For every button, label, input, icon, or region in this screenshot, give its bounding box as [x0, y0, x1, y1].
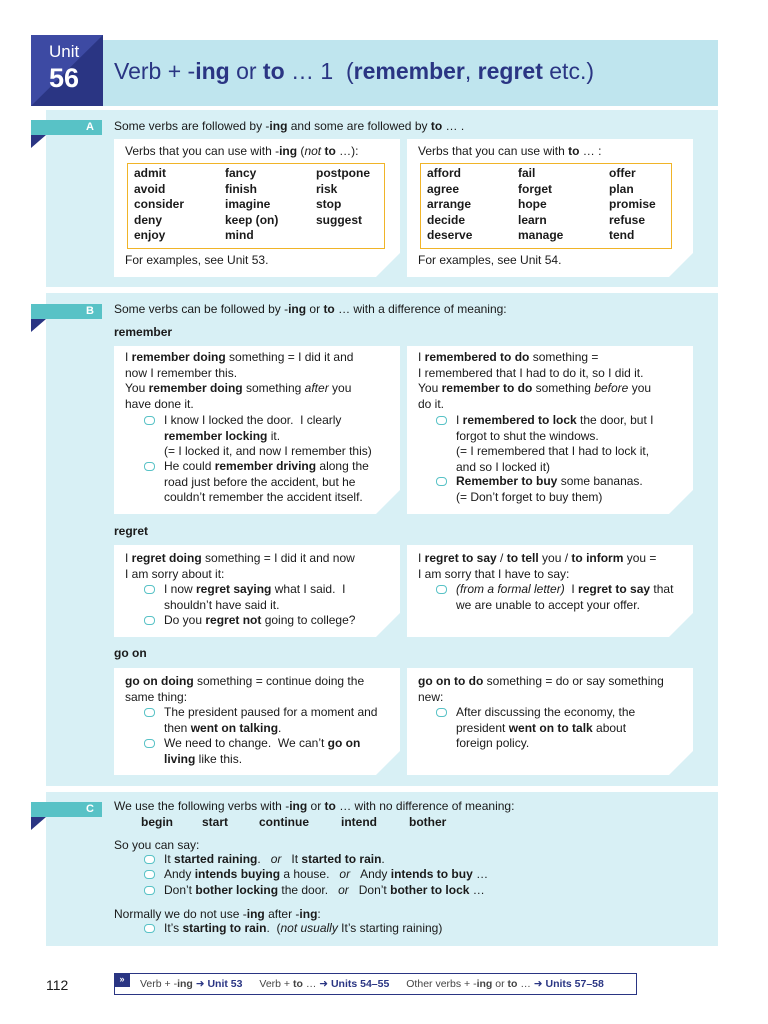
cross-reference-bar [114, 973, 637, 995]
regret-doing-definition: I regret doing something = I did it and now I am sorry about it: [125, 551, 355, 581]
remember-doing-example-2: He could remember driving along the road just before the accident, but he couldn’t remember the accident itself. [164, 459, 369, 506]
go-on-doing-definition: go on doing something = continue doing the same thing: [125, 674, 365, 704]
bullet-circle [144, 855, 155, 864]
bullet-circle [144, 462, 155, 471]
to-verbs-caption: Verbs that you can use with to … : [418, 144, 602, 158]
section-c-example-2: Andy intends buying a house. or Andy intends to buy … [164, 867, 488, 883]
ing-verbs-col-3: postpone risk stop suggest [316, 166, 370, 227]
section-c-intro: We use the following verbs with -ing or to … with no difference of meaning: [114, 799, 515, 813]
section-c-tab: C [31, 802, 102, 817]
to-verbs-col-3: offer plan promise refuse tend [609, 166, 656, 243]
bullet-circle [144, 616, 155, 625]
section-c-example-3: Don’t bother locking the door. or Don’t bother to lock … [164, 883, 485, 899]
verb-continue: continue [259, 815, 309, 829]
ing-verbs-panel [114, 139, 400, 277]
page-title: Verb + -ing or to … 1 (remember, regret etc.) [103, 40, 718, 106]
remember-doing-definition: I remember doing something = I did it and now I remember this. You remember doing something after you have done it. [125, 350, 354, 411]
go-on-to-do-definition: go on to do something = do or say something new: [418, 674, 664, 704]
go-on-heading: go on [114, 646, 147, 660]
bullet-circle [144, 708, 155, 717]
ing-verbs-footer: For examples, see Unit 53. [125, 253, 269, 267]
normally-example: It’s starting to rain. (not usually It’s starting raining) [164, 921, 442, 937]
verb-start: start [202, 815, 229, 829]
unit-number: 56 [49, 63, 80, 93]
bullet-circle [144, 886, 155, 895]
ing-verbs-col-1: admit avoid consider deny enjoy [134, 166, 185, 243]
remember-to-do-definition: I remembered to do something = I remembered that I had to do it, so I did it. You remember to do something before you do it. [418, 350, 652, 411]
remember-to-do-panel [407, 346, 693, 514]
go-on-doing-example-1: The president paused for a moment and then went on talking. [164, 705, 377, 736]
bullet-circle [436, 416, 447, 425]
section-b-tab: B [31, 304, 102, 319]
section-c-verbs [141, 815, 461, 831]
bullet-circle [144, 416, 155, 425]
bullet-circle [436, 477, 447, 486]
ing-verbs-caption: Verbs that you can use with -ing (not to …): [125, 144, 359, 158]
go-on-to-do-panel [407, 668, 693, 775]
bullet-circle [144, 585, 155, 594]
section-c-example-1: It started raining. or It started to rain. [164, 852, 385, 868]
bullet-circle [436, 585, 447, 594]
xref-verb-to[interactable]: Verb + to … ➜ Units 54–55 [259, 978, 390, 990]
to-verbs-col-1: afford agree arrange decide deserve [427, 166, 473, 243]
verb-intend: intend [341, 815, 377, 829]
section-b-intro: Some verbs can be followed by -ing or to … with a difference of meaning: [114, 302, 507, 316]
unit-badge [31, 35, 103, 106]
bullet-circle [144, 739, 155, 748]
regret-doing-panel [114, 545, 400, 637]
remember-doing-panel [114, 346, 400, 514]
bullet-circle [144, 924, 155, 933]
verb-bother: bother [409, 815, 447, 829]
section-a-intro: Some verbs are followed by -ing and some are followed by to … . [114, 119, 465, 133]
go-on-doing-example-2: We need to change. We can’t go on living like this. [164, 736, 360, 767]
xref-verb-ing[interactable]: Verb + -ing ➜ Unit 53 [140, 978, 243, 990]
double-chevron-icon: » [114, 973, 130, 987]
to-verbs-footer: For examples, see Unit 54. [418, 253, 562, 267]
say-intro: So you can say: [114, 838, 200, 852]
regret-doing-example-1: I now regret saying what I said. I shouldn’t have said it. [164, 582, 345, 613]
remember-doing-example-1: I know I locked the door. I clearly remember locking it. (= I locked it, and now I remember this) [164, 413, 372, 460]
remember-heading: remember [114, 325, 173, 339]
normally-text: Normally we do not use -ing after -ing: [114, 907, 321, 921]
to-verbs-panel [407, 139, 693, 277]
regret-to-say-example-1: (from a formal letter) I regret to say that we are unable to accept your offer. [456, 582, 673, 613]
xref-other-verbs[interactable]: Other verbs + -ing or to … ➜ Units 57–58 [406, 978, 604, 990]
go-on-to-do-example-1: After discussing the economy, the president went on to talk about foreign policy. [456, 705, 635, 752]
to-verbs-box [420, 163, 672, 249]
page-number: 112 [46, 977, 69, 993]
unit-label: Unit [49, 42, 80, 61]
regret-doing-example-2: Do you regret not going to college? [164, 613, 355, 629]
bullet-circle [436, 708, 447, 717]
regret-heading: regret [114, 524, 149, 538]
go-on-doing-panel [114, 668, 400, 775]
remember-to-do-example-2: Remember to buy some bananas. (= Don’t forget to buy them) [456, 474, 643, 505]
bullet-circle [144, 870, 155, 879]
section-a-tab: A [31, 120, 102, 135]
remember-to-do-example-1: I remembered to lock the door, but I forgot to shut the windows. (= I remembered that I had to lock it, and so I locked it) [456, 413, 653, 475]
verb-begin: begin [141, 815, 173, 829]
ing-verbs-col-2: fancy finish imagine keep (on) mind [225, 166, 279, 243]
regret-to-say-definition: I regret to say / to tell you / to inform you = I am sorry that I have to say: [418, 551, 657, 581]
regret-to-say-panel [407, 545, 693, 637]
ing-verbs-box [127, 163, 385, 249]
to-verbs-col-2: fail forget hope learn manage [518, 166, 564, 243]
